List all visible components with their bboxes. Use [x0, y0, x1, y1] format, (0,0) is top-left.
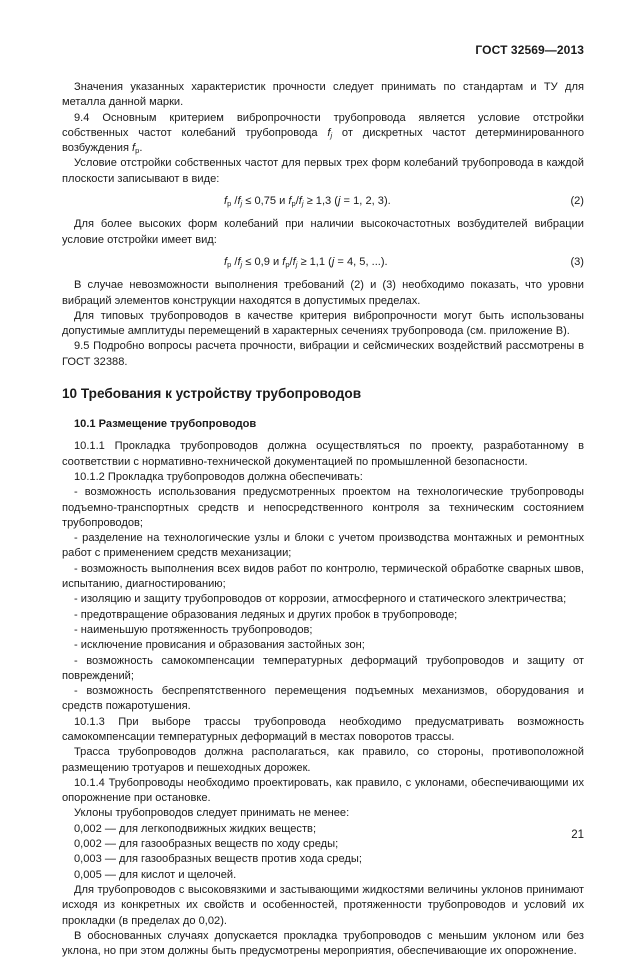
list-item: 0,003 — для газообразных веществ против хода среды;	[74, 853, 362, 866]
list-item: - возможность выполнения всех видов работ по контролю, термической обработке сварных швов, испытанию, диагностированию;	[62, 562, 584, 591]
formula-number: (2)	[570, 195, 584, 208]
formula-number: (3)	[570, 255, 584, 268]
list-item: - изоляцию и защиту трубопроводов от коррозии, атмосферного и статического электричества;	[74, 593, 567, 606]
paragraph: Для трубопроводов с высоковязкими и застывающими жидкостями величины уклонов принимают исходя из конкретных их свойств и особенностей, протяженности трубопроводов и условий их прокладки (в пределах до 0,02).	[62, 883, 584, 927]
subscript: р	[135, 146, 140, 156]
subscript: j	[330, 130, 333, 140]
paragraph: Уклоны трубопроводов следует принимать не менее:	[74, 807, 350, 820]
text: от дискретных частот детерминированного возбуждения	[62, 126, 584, 155]
list-item: - возможность беспрепятственного перемещения подъемных механизмов, оборудования и средств пожаротушения.	[62, 685, 584, 713]
paragraph: Для типовых трубопроводов в качестве критерия вибропрочности могут быть использованы допустимые амплитуды перемещений в характерных сечениях трубопровода (см. приложение В).	[62, 309, 584, 338]
list-item: 0,005 — для кислот и щелочей.	[74, 868, 237, 881]
paragraph: 10.1.3 При выборе трассы трубопровода необходимо предусматривать возможность самокомпенсации температурных деформаций в местах поворотов трассы.	[62, 715, 584, 743]
section-title: 10 Требования к устройству трубопроводов	[62, 386, 362, 402]
list-item: - возможность самокомпенсации температурных деформаций трубопроводов и защиту от повреждений;	[62, 654, 584, 682]
paragraph: 9.5 Подробно вопросы расчета прочности, вибрации и сейсмических воздействий рассмотрены в ГОСТ 32388.	[62, 340, 584, 368]
list-item: 0,002 — для легкоподвижных жидких веществ;	[74, 822, 317, 835]
paragraph: Значения указанных характеристик прочности следует принимать по стандартам и ТУ для металла данной марки.	[62, 81, 584, 109]
paragraph: Трасса трубопроводов должна располагаться, как правило, со стороны, противоположной размещению тротуаров и пешеходных дорожек.	[62, 746, 584, 774]
list-item: - разделение на технологические узлы и блоки с учетом производства монтажных и ремонтных работ с применением средств механизации;	[62, 532, 584, 560]
text: .	[139, 142, 143, 155]
symbol: f	[132, 142, 136, 155]
paragraph: В случае невозможности выполнения требований (2) и (3) необходимо показать, что уровни вибраций элементов конструкции находятся в допустимых пределах.	[62, 279, 584, 307]
subsection-title: 10.1 Размещение трубопроводов	[74, 418, 257, 431]
page-number: 21	[571, 829, 584, 841]
list-item: - предотвращение образования ледяных и других пробок в трубопроводе;	[74, 608, 458, 621]
page-content	[62, 80, 584, 959]
symbol: f	[327, 126, 331, 139]
list-item: - исключение провисания и образования застойных зон;	[74, 639, 365, 652]
list-item: - возможность использования предусмотренных проектом на технологические трубопроводы подъемно-транспортных средств и непосредственного контроля за техническим состоянием трубопроводов;	[62, 486, 584, 529]
paragraph: 10.1.2 Прокладка трубопроводов должна обеспечивать:	[74, 470, 363, 483]
formula-text: $f_р$ $/f_j \le 0,75$ и $f_р/f_j \ge 1,3$ (j = 1, 2, 3).	[224, 195, 391, 209]
list-item: 0,002 — для газообразных веществ по ходу среды;	[74, 838, 339, 851]
formula-text: $f_р$ $/f_j \le 0,9$ и $f_р/f_j \ge 1,1$ (j = 4, 5, ...).	[224, 255, 388, 269]
paragraph: 10.1.4 Трубопроводы необходимо проектировать, как правило, с уклонами, обеспечивающими их опорожнение при остановке.	[62, 776, 584, 805]
formula-3	[62, 255, 584, 270]
list-item: - наименьшую протяженность трубопроводов;	[74, 623, 313, 636]
paragraph-9-4	[62, 111, 584, 157]
paragraph: 10.1.1 Прокладка трубопроводов должна осуществляться по проекту, разработанному в соответствии с нормативно-технической документацией по промышленной безопасности.	[62, 440, 584, 468]
paragraph: В обоснованных случаях допускается прокладка трубопроводов с меньшим уклоном или без уклона, но при этом должны быть предусмотрены мероприятия, обеспечивающие их опорожнение.	[62, 929, 584, 958]
text: 9.4 Основным критерием вибропрочности трубопровода является условие отстройки собственных частот колебаний трубопровода	[62, 111, 584, 139]
paragraph: Условие отстройки собственных частот для первых трех форм колебаний трубопровода в каждой плоскости записывают в виде:	[62, 157, 584, 185]
paragraph: Для более высоких форм колебаний при наличии высокочастотных возбудителей вибрации условие отстройки имеет вид:	[62, 218, 584, 246]
formula-2	[62, 194, 584, 209]
document-code: ГОСТ 32569—2013	[475, 43, 584, 57]
